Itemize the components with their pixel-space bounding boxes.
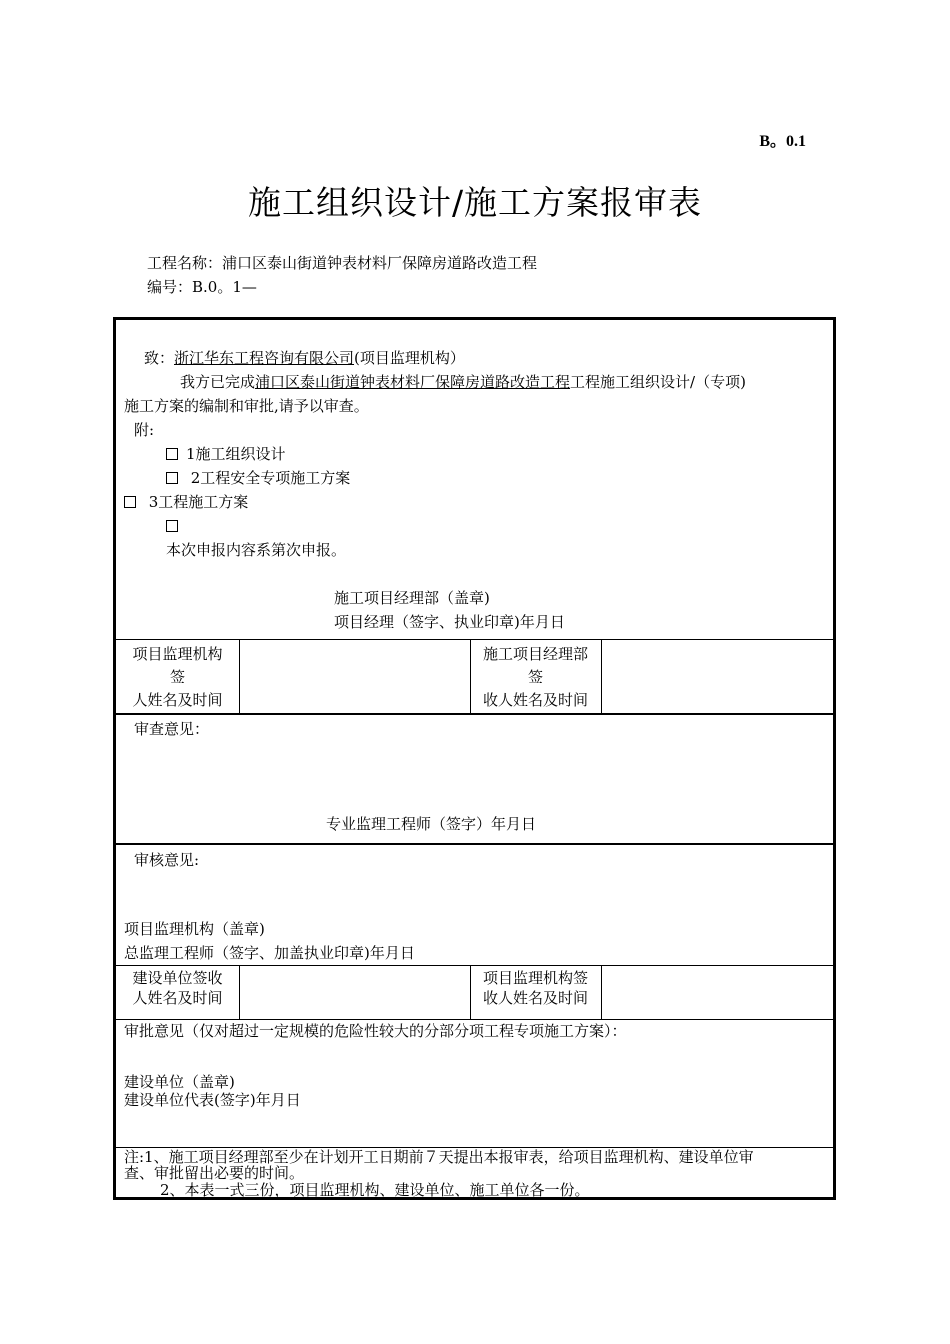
project-name-value: 浦口区泰山街道钟表材料厂保障房道路改造工程 [222,254,538,272]
note-line-2: 查、审批留出必要的时间。 [124,1164,305,1182]
attachments-label: 附: [134,421,155,439]
contractor-seal-line: 施工项目经理部（盖章) [334,589,490,607]
addressee-suffix: (项目监理机构） [354,349,465,367]
attachment-item-1 [166,444,286,464]
checkbox-icon[interactable] [166,520,178,532]
statement-line-1 [180,372,746,392]
project-name-line [147,252,537,273]
project-manager-sign-line: 项目经理（签字、执业印章)年月日 [334,613,565,631]
checkbox-icon[interactable] [166,472,178,484]
note-line-1: 注:1、施工项目经理部至少在计划开工日期前７天提出本报审表，给项目监理机构、建设单位审 [124,1148,754,1166]
attachment-item-4 [166,516,186,536]
note-line-3: 2、本表一式三份，项目监理机构、建设单位、施工单位各一份。 [160,1181,590,1199]
attachment-item-3 [124,492,248,512]
owner-rep-sign-line: 建设单位代表(签字)年月日 [124,1091,301,1109]
owner-seal-line: 建设单位（盖章) [124,1073,235,1091]
receipt1-right-label: 施工项目经理部 签 收人姓名及时间 [482,645,588,709]
form-table [113,317,836,1200]
audit-label: 审核意见: [134,851,200,869]
submission-count-line: 本次申报内容系第次申报。 [166,541,347,559]
project-name-label: 工程名称： [147,254,223,272]
addressee-prefix: 致： [144,349,175,367]
review-signature-line: 专业监理工程师（签字）年月日 [326,815,537,833]
checkbox-icon[interactable] [166,448,178,460]
approval-label: 审批意见（仅对超过一定规模的危险性较大的分部分项工程专项施工方案）： [124,1022,627,1040]
project-number-label: 编号： [147,278,193,296]
form-code: B。0.1 [759,133,806,150]
attachment-item-label: 2工程安全专项施工方案 [186,469,351,487]
statement-line-2: 施工方案的编制和审批,请予以审查。 [124,397,369,415]
statement-project: 浦口区泰山街道钟表材料厂保障房道路改造工程 [255,373,571,391]
statement-post: 工程施工组织设计/（专项) [570,373,746,391]
attachment-item-label: 3工程施工方案 [144,493,249,511]
audit-org-seal-line: 项目监理机构（盖章) [124,920,265,938]
chief-engineer-sign-line: 总监理工程师（签字、加盖执业印章)年月日 [124,944,415,962]
project-number-line [147,276,257,297]
project-number-value: B.0。1— [192,278,257,296]
statement-pre: 我方已完成 [180,373,256,391]
supervisor-org: 浙江华东工程咨询有限公司 [174,349,355,367]
addressee-line [144,348,465,368]
attachment-item-2 [166,468,350,488]
page-title: 施工组织设计/施工方案报审表 [247,183,703,222]
review-label: 审查意见： [134,720,210,738]
checkbox-icon[interactable] [124,496,136,508]
receipt2-right-label: 项目监理机构签 收人姓名及时间 [482,969,588,1007]
receipt2-left-label: 建设单位签收 人姓名及时间 [132,969,223,1007]
receipt1-left-label: 项目监理机构 签 人姓名及时间 [132,645,223,709]
attachment-item-label: 1施工组织设计 [186,445,286,463]
